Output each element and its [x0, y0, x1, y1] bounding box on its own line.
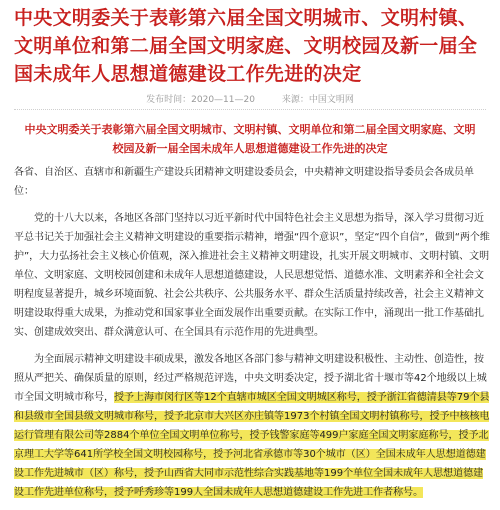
paragraph-2: [14, 350, 490, 502]
salutation: 各省、自治区、直辖市和新疆生产建设兵团精神文明建设委员会，中央精神文明建设指导委员会各成员单位：: [14, 167, 474, 197]
paragraph-2-plain: 为全面展示精神文明建设丰硕成果，激发各地区各部门参与精神文明建设积极性、主动性、创造性，按照从严把关、确保质量的原则，经过严格规范评选，中央文明委决定，授予湖北省十堰市等42个地级以上城市全国文明城市称号，: [14, 354, 487, 403]
publish-date: 发布时间：2020—11—20: [146, 95, 255, 105]
article-source: 来源：中国文明网: [281, 95, 354, 105]
paragraph-2-highlighted: 授予上海市闵行区等12个直辖市城区全国文明城区称号，授予浙江省德清县等79个县和县级市全国县级文明城市称号，授予北京市大兴区亦庄镇等1973个村镇全国文明村镇称号，授予中核核电运行管理有限公司等2884个单位全国文明单位称号，授予钱警家庭等499户家庭全国文明家庭称号，授予北京理工大学等641所学校全国文明校园称号，授予河北省承德市等30个城市（区）全国未成年人思想道德建设工作先进城市（区）称号，授予山西省大同市示范性综合实践基地等199个单位全国未成年人思想道德建设工作先进单位称号，授予呼秀珍等199人全国未成年人思想道德建设工作先进工作者称号。: [14, 392, 490, 498]
meta-divider: [14, 109, 486, 110]
article-headline: 中央文明委关于表彰第六届全国文明城市、文明村镇、文明单位和第二届全国文明家庭、文明校园及新一届全国未成年人思想道德建设工作先进的决定: [14, 7, 478, 85]
article-subtitle: 中央文明委关于表彰第六届全国文明城市、文明村镇、文明单位和第二届全国文明家庭、文明校园及新一届全国未成年人思想道德建设工作先进的决定: [24, 123, 476, 155]
paragraph-1: 党的十八大以来，各地区各部门坚持以习近平新时代中国特色社会主义思想为指导，深入学习贯彻习近平总书记关于加强社会主义精神文明建设的重要指示精神，增强“四个意识”，坚定“四个自信”，做到“两个维护”，大力弘扬社会主义核心价值观，深入推进社会主义精神文明建设，扎实开展文明城市、文明村镇、文明单位、文明家庭、文明校园创建和未成年人思想道德建设，人民思想觉悟、道德水准、文明素养和全社会文明程度显著提升，城乡环境面貌、社会公共秩序、公共服务水平、群众生活质量持续改善，社会主义精神文明建设取得重大成果，为推动党和国家事业全面发展作出重要贡献。在实际工作中，涌现出一批工作基础扎实、创建成效突出、群众满意认可、在全国具有示范作用的先进典型。: [14, 213, 490, 338]
article-meta: [0, 92, 500, 105]
article-body: [14, 163, 490, 510]
